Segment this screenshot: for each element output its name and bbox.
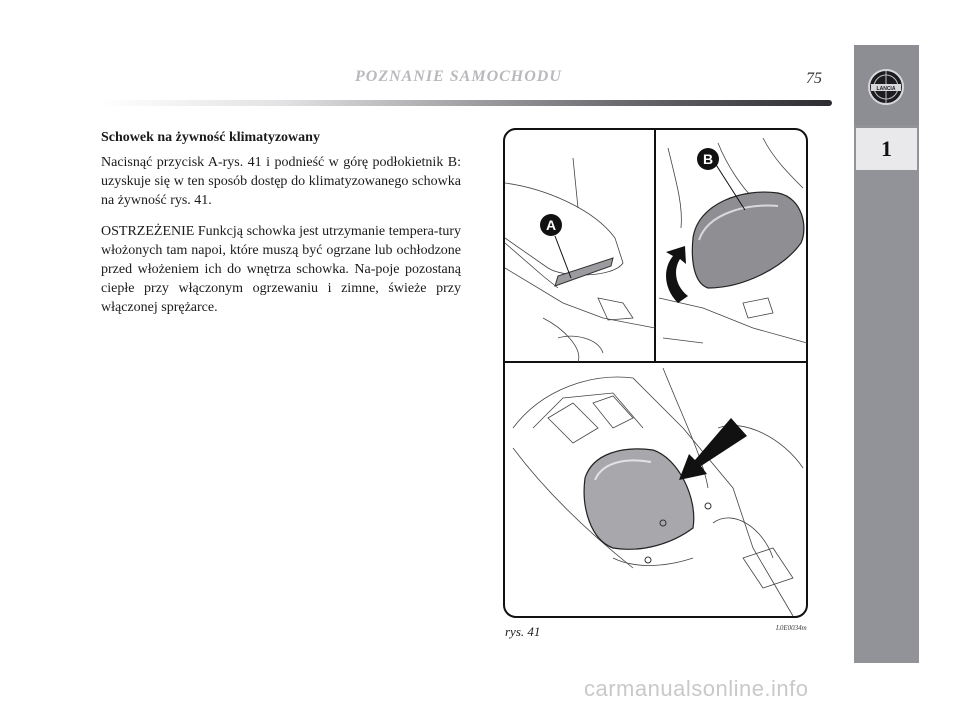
lancia-logo — [854, 45, 919, 125]
page-number: 75 — [806, 70, 822, 87]
text-column — [101, 128, 461, 329]
label-b: B — [702, 151, 714, 167]
figure-41 — [503, 128, 808, 618]
section-title: Schowek na żywność klimatyzowany — [101, 130, 320, 145]
label-a: A — [545, 217, 557, 233]
running-header: POZNANIE SAMOCHODU — [355, 68, 562, 85]
chapter-number: 1 — [856, 128, 917, 170]
paragraph-warning: OSTRZEŻENIE Funkcją schowka jest utrzymanie tempera-tury włożonych tam napoi, które muszą być ogrzane lub ochłodzone przed włożeniem ich do wnętrza schowka. Na-poje pozostaną ciepłe przy włączonym ogrzewaniu i zimne, świeże przy włączonej sprężarce. — [101, 224, 461, 315]
lancia-logo-icon — [854, 45, 919, 125]
figure-code: L0E0034m — [776, 624, 807, 632]
header-rule — [100, 100, 832, 106]
armrest-illustration — [503, 128, 808, 618]
watermark: carmanualsonline.info — [584, 676, 809, 701]
figure-caption: rys. 41 — [505, 624, 541, 639]
svg-text:LANCIA: LANCIA — [876, 86, 896, 92]
paragraph-instructions: Nacisnąć przycisk A-rys. 41 i podnieść w górę podłokietnik B: uzyskuje się w ten sposób dostęp do klimatyzowanego schowka na żywność rys. 41. — [101, 155, 461, 208]
